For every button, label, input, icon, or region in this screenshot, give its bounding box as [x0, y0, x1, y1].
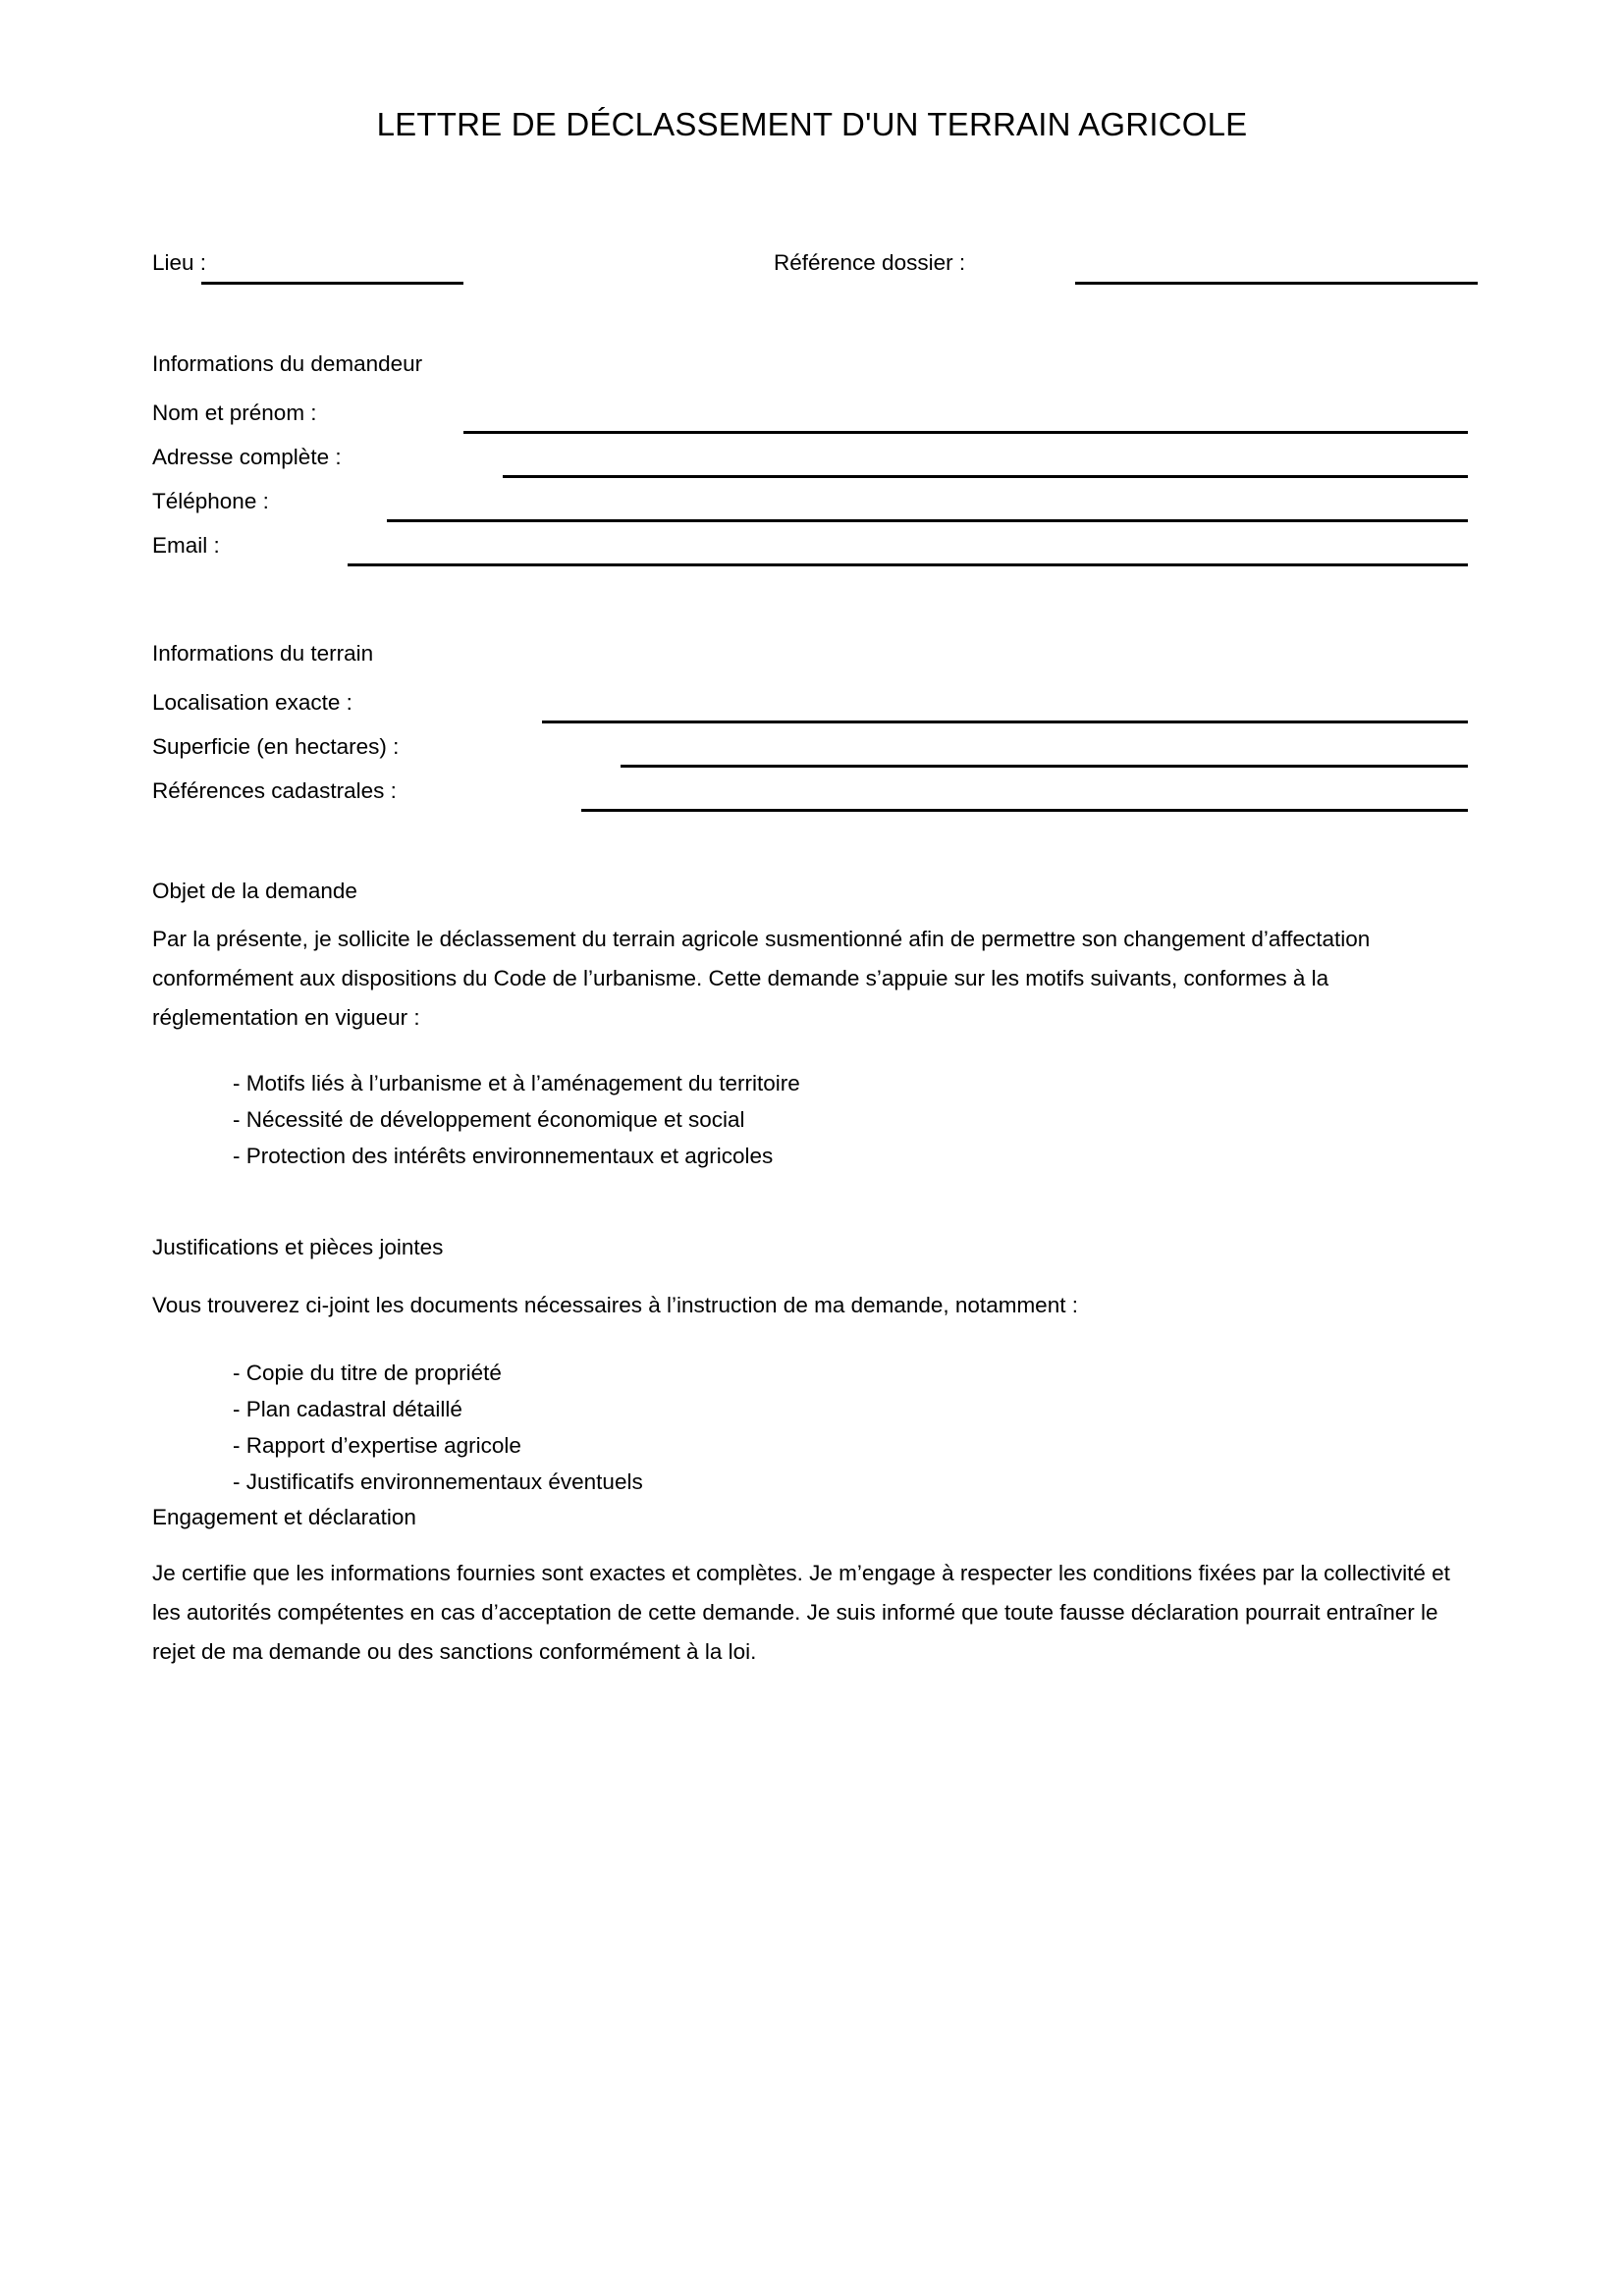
list-item: - Plan cadastral détaillé — [233, 1397, 462, 1421]
field-row-telephone — [152, 489, 1468, 526]
purpose-section-heading: Objet de la demande — [152, 879, 357, 903]
field-row-superficie — [152, 734, 1468, 772]
declaration-paragraph: Je certifie que les informations fournies sont exactes et complètes. Je m’engage à respecter les conditions fixées par la collectivité et les autorités compétentes en cas d’acceptation de cette demande. Je suis informé que toute fausse déclaration pourrait entraîner le rejet de ma demande ou des sanctions conformément à la loi. — [152, 1561, 1450, 1664]
field-row-nom — [152, 400, 1468, 438]
field-row-email — [152, 533, 1468, 570]
list-item: - Copie du titre de propriété — [233, 1361, 502, 1385]
telephone-label: Téléphone : — [152, 489, 269, 513]
field-row-references-cadastrales — [152, 778, 1468, 816]
telephone-input-rule[interactable] — [387, 519, 1468, 522]
references-cadastrales-input-rule[interactable] — [581, 809, 1468, 812]
field-row-localisation — [152, 690, 1468, 727]
email-input-rule[interactable] — [348, 563, 1468, 566]
attachments-bullet-list — [233, 1355, 1460, 1500]
land-section-heading: Informations du terrain — [152, 641, 374, 666]
superficie-input-rule[interactable] — [621, 765, 1468, 768]
list-item: - Justificatifs environnementaux éventuels — [233, 1469, 643, 1494]
lieu-label: Lieu : — [152, 250, 207, 275]
field-row-adresse — [152, 445, 1468, 482]
superficie-label: Superficie (en hectares) : — [152, 734, 400, 759]
declaration-section-heading: Engagement et déclaration — [152, 1505, 416, 1529]
reference-dossier-label: Référence dossier : — [774, 250, 966, 275]
nom-prenom-label: Nom et prénom : — [152, 400, 317, 425]
list-item: - Nécessité de développement économique et social — [233, 1107, 745, 1132]
adresse-complete-input-rule[interactable] — [503, 475, 1468, 478]
page-title: LETTRE DE DÉCLASSEMENT D'UN TERRAIN AGRICOLE — [376, 106, 1248, 142]
adresse-complete-label: Adresse complète : — [152, 445, 342, 469]
localisation-exacte-input-rule[interactable] — [542, 721, 1468, 723]
lieu-input-rule[interactable] — [201, 282, 463, 285]
attachments-paragraph: Vous trouverez ci-joint les documents nécessaires à l’instruction de ma demande, notamment : — [152, 1293, 1078, 1317]
list-item: - Motifs liés à l’urbanisme et à l’aménagement du territoire — [233, 1071, 800, 1095]
purpose-paragraph: Par la présente, je sollicite le déclassement du terrain agricole susmentionné afin de permettre son changement d’affectation conformément aux dispositions du Code de l’urbanisme. Cette demande s’appuie sur les motifs suivants, conformes à la réglementation en vigueur : — [152, 927, 1371, 1030]
references-cadastrales-label: Références cadastrales : — [152, 778, 397, 803]
attachments-section-heading: Justifications et pièces jointes — [152, 1235, 444, 1259]
email-label: Email : — [152, 533, 220, 558]
nom-prenom-input-rule[interactable] — [463, 431, 1468, 434]
applicant-section-heading: Informations du demandeur — [152, 351, 423, 376]
header-fields-row — [152, 250, 1468, 290]
localisation-exacte-label: Localisation exacte : — [152, 690, 352, 715]
list-item: - Rapport d’expertise agricole — [233, 1433, 521, 1458]
reference-dossier-input-rule[interactable] — [1075, 282, 1478, 285]
purpose-bullet-list — [233, 1065, 1460, 1174]
list-item: - Protection des intérêts environnementaux et agricoles — [233, 1144, 774, 1168]
